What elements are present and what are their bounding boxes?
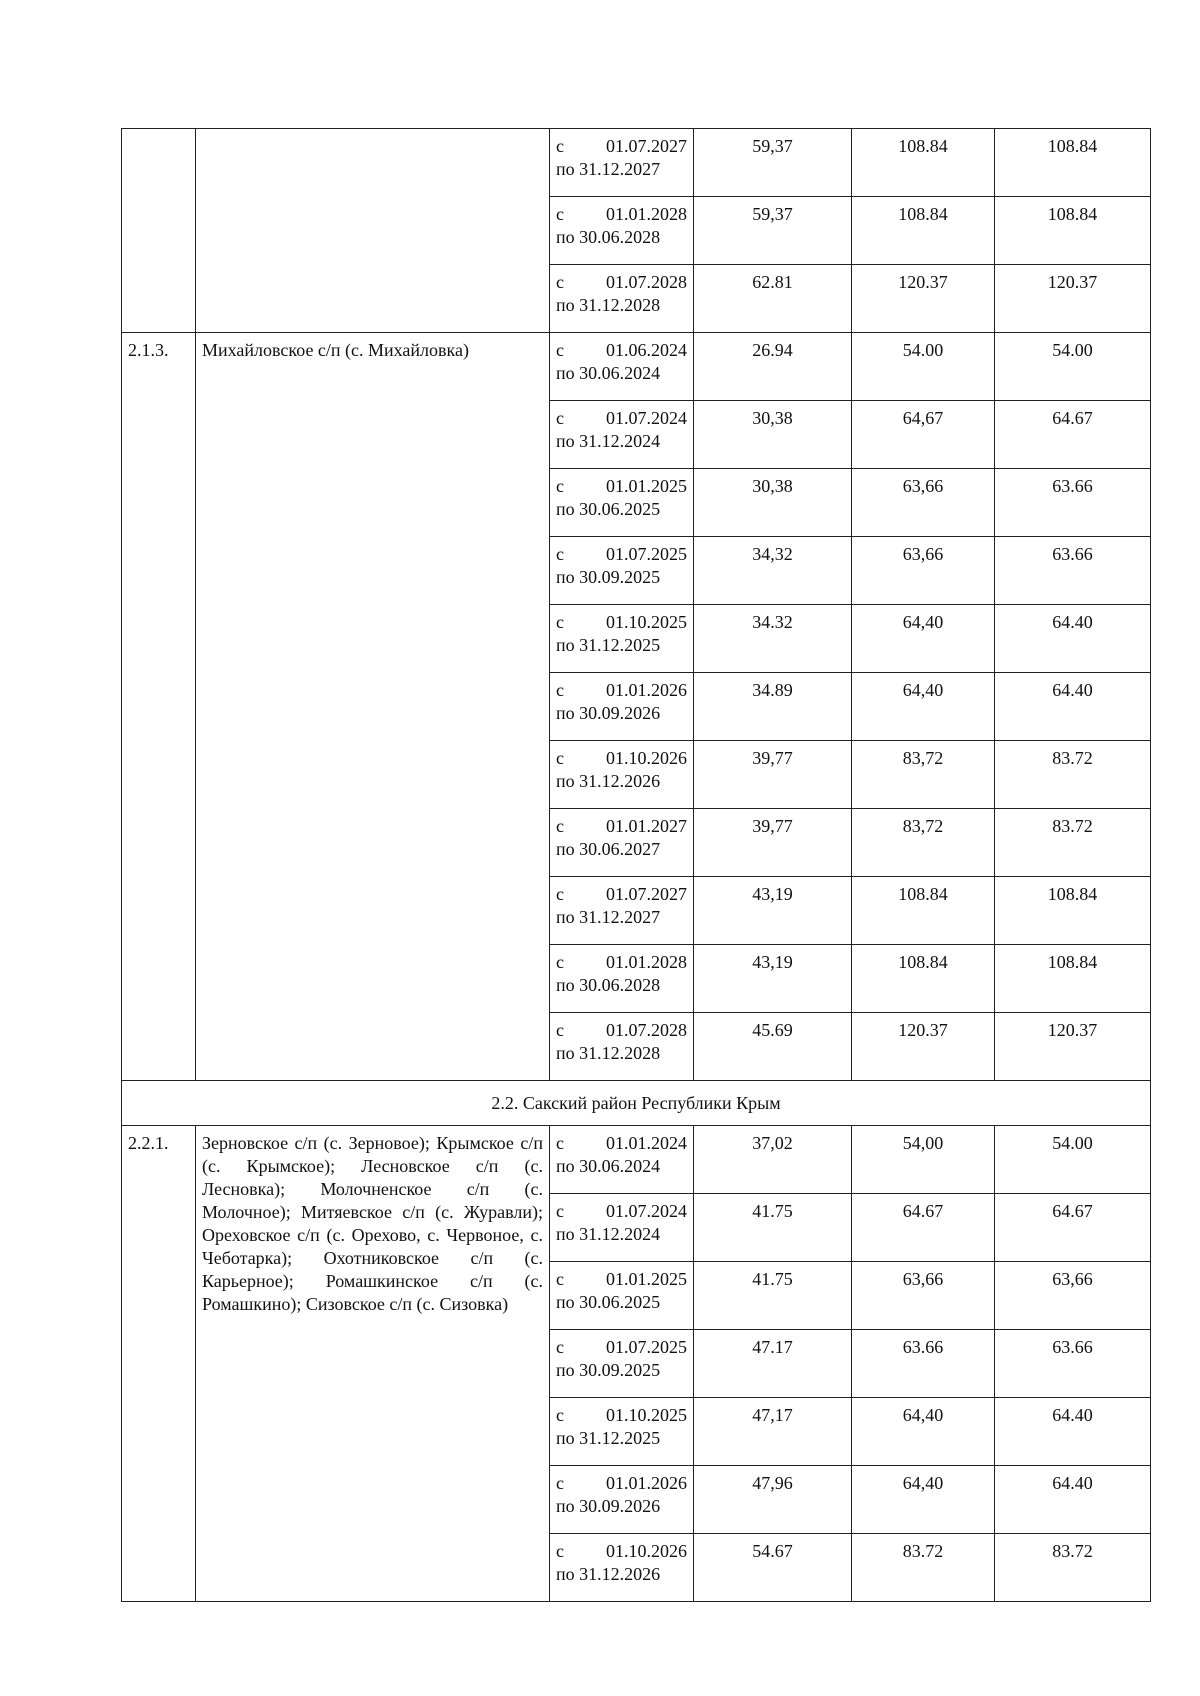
- period-to-date: 31.12.2026: [579, 1564, 661, 1584]
- tariff-value-1: 34,32: [694, 537, 852, 605]
- settlement-line: Ореховское с/п (с. Орехово, с.: [202, 1225, 440, 1245]
- tariff-value-2: 64,40: [852, 1466, 995, 1534]
- from-prefix: с: [556, 340, 564, 360]
- tariff-value-1: 41.75: [694, 1194, 852, 1262]
- tariff-row: [122, 333, 1151, 401]
- period-cell: [550, 809, 694, 877]
- period-cell: [550, 265, 694, 333]
- from-prefix: с: [556, 272, 564, 292]
- period-from-line: [556, 883, 687, 906]
- from-prefix: с: [556, 952, 564, 972]
- to-prefix: по: [556, 703, 575, 723]
- tariff-value-1: 26.94: [694, 333, 852, 401]
- period-from-date: 01.01.2028: [606, 204, 687, 224]
- to-prefix: по: [556, 1564, 575, 1584]
- period-to-line: [556, 1291, 687, 1314]
- tariff-value-2: 64,40: [852, 1398, 995, 1466]
- settlement-line: Лесновское с/п (с. Лесновка);: [202, 1156, 543, 1199]
- tariff-value-2: 108.84: [852, 197, 995, 265]
- period-cell: [550, 1398, 694, 1466]
- period-from-line: [556, 679, 687, 702]
- tariff-value-1: 34.32: [694, 605, 852, 673]
- to-prefix: по: [556, 431, 575, 451]
- tariff-value-2: 108.84: [852, 877, 995, 945]
- period-from-date: 01.07.2024: [606, 1201, 687, 1221]
- tariff-value-2: 54.00: [852, 333, 995, 401]
- period-to-line: [556, 974, 687, 997]
- from-prefix: с: [556, 748, 564, 768]
- period-to-line: [556, 1495, 687, 1518]
- to-prefix: по: [556, 1496, 575, 1516]
- period-to-date: 31.12.2024: [579, 431, 661, 451]
- period-to-line: [556, 566, 687, 589]
- period-from-date: 01.01.2024: [606, 1133, 687, 1153]
- section-title: 2.2. Сакский район Республики Крым: [122, 1081, 1151, 1126]
- tariff-row: [122, 129, 1151, 197]
- period-to-date: 30.06.2025: [579, 499, 661, 519]
- tariff-value-3: 108.84: [995, 197, 1151, 265]
- period-from-line: [556, 1336, 687, 1359]
- tariff-value-2: 64,67: [852, 401, 995, 469]
- period-from-line: [556, 1132, 687, 1155]
- period-from-line: [556, 611, 687, 634]
- period-from-line: [556, 1019, 687, 1042]
- period-to-line: [556, 1223, 687, 1246]
- period-to-date: 31.12.2025: [579, 1428, 661, 1448]
- period-to-date: 30.09.2026: [579, 703, 661, 723]
- period-to-date: 31.12.2026: [579, 771, 661, 791]
- settlement-line: Михайловское с/п (с. Михайловка): [202, 340, 469, 360]
- tariff-value-2: 64,40: [852, 605, 995, 673]
- period-cell: [550, 945, 694, 1013]
- period-from-date: 01.01.2028: [606, 952, 687, 972]
- period-cell: [550, 1534, 694, 1602]
- period-from-line: [556, 1540, 687, 1563]
- to-prefix: по: [556, 363, 575, 383]
- from-prefix: с: [556, 1405, 564, 1425]
- period-from-line: [556, 747, 687, 770]
- tariff-value-2: 54,00: [852, 1126, 995, 1194]
- tariff-value-3: 64.67: [995, 401, 1151, 469]
- period-to-line: [556, 498, 687, 521]
- from-prefix: с: [556, 816, 564, 836]
- tariff-value-3: 64.40: [995, 1398, 1151, 1466]
- period-to-date: 30.06.2028: [579, 227, 661, 247]
- period-to-date: 31.12.2024: [579, 1224, 661, 1244]
- period-to-line: [556, 1359, 687, 1382]
- tariff-value-3: 63.66: [995, 469, 1151, 537]
- tariff-value-3: 108.84: [995, 129, 1151, 197]
- period-from-date: 01.10.2025: [606, 612, 687, 632]
- to-prefix: по: [556, 771, 575, 791]
- to-prefix: по: [556, 975, 575, 995]
- period-from-date: 01.06.2024: [606, 340, 687, 360]
- tariff-value-3: 64.67: [995, 1194, 1151, 1262]
- from-prefix: с: [556, 884, 564, 904]
- period-from-date: 01.07.2025: [606, 544, 687, 564]
- settlement-line: Ромашкинское с/п (с. Ромашкино);: [202, 1271, 543, 1314]
- to-prefix: по: [556, 1292, 575, 1312]
- to-prefix: по: [556, 1428, 575, 1448]
- settlement-names: [196, 129, 550, 333]
- settlement-line: Митяевское с/п (с. Журавли);: [301, 1202, 543, 1222]
- period-to-line: [556, 634, 687, 657]
- settlement-names: [196, 333, 550, 1081]
- period-to-line: [556, 1155, 687, 1178]
- tariff-value-3: 63.66: [995, 537, 1151, 605]
- tariff-value-1: 39,77: [694, 741, 852, 809]
- item-number: 2.2.1.: [122, 1126, 196, 1602]
- from-prefix: с: [556, 1201, 564, 1221]
- period-from-line: [556, 203, 687, 226]
- tariff-value-1: 39,77: [694, 809, 852, 877]
- tariff-value-3: 120.37: [995, 1013, 1151, 1081]
- tariff-value-1: 43,19: [694, 945, 852, 1013]
- period-to-line: [556, 1427, 687, 1450]
- item-number: [122, 129, 196, 333]
- period-to-date: 31.12.2027: [579, 907, 661, 927]
- section-header-row: [122, 1081, 1151, 1126]
- tariff-value-3: 54.00: [995, 333, 1151, 401]
- period-from-line: [556, 1404, 687, 1427]
- period-from-line: [556, 407, 687, 430]
- tariff-value-1: 45.69: [694, 1013, 852, 1081]
- tariff-value-2: 63.66: [852, 1330, 995, 1398]
- tariff-value-2: 63,66: [852, 537, 995, 605]
- from-prefix: с: [556, 544, 564, 564]
- tariff-value-1: 41.75: [694, 1262, 852, 1330]
- tariff-value-1: 62.81: [694, 265, 852, 333]
- tariff-value-1: 30,38: [694, 469, 852, 537]
- tariff-value-1: 59,37: [694, 129, 852, 197]
- period-from-line: [556, 271, 687, 294]
- period-to-line: [556, 226, 687, 249]
- period-from-date: 01.01.2027: [606, 816, 687, 836]
- period-to-date: 31.12.2028: [579, 295, 661, 315]
- period-cell: [550, 401, 694, 469]
- period-from-line: [556, 135, 687, 158]
- period-from-date: 01.07.2025: [606, 1337, 687, 1357]
- tariff-value-3: 64.40: [995, 673, 1151, 741]
- period-to-line: [556, 1042, 687, 1065]
- to-prefix: по: [556, 227, 575, 247]
- to-prefix: по: [556, 159, 575, 179]
- tariff-value-2: 64.67: [852, 1194, 995, 1262]
- period-from-date: 01.07.2027: [606, 136, 687, 156]
- tariff-value-2: 120.37: [852, 1013, 995, 1081]
- period-from-line: [556, 1200, 687, 1223]
- period-from-date: 01.07.2024: [606, 408, 687, 428]
- tariff-value-1: 37,02: [694, 1126, 852, 1194]
- to-prefix: по: [556, 839, 575, 859]
- tariff-value-3: 120.37: [995, 265, 1151, 333]
- period-to-line: [556, 702, 687, 725]
- from-prefix: с: [556, 1541, 564, 1561]
- tariff-value-3: 83.72: [995, 809, 1151, 877]
- tariff-value-1: 34.89: [694, 673, 852, 741]
- from-prefix: с: [556, 680, 564, 700]
- period-from-date: 01.07.2028: [606, 272, 687, 292]
- tariff-value-2: 120.37: [852, 265, 995, 333]
- period-cell: [550, 605, 694, 673]
- period-cell: [550, 741, 694, 809]
- tariff-value-1: 47,17: [694, 1398, 852, 1466]
- tariff-value-3: 63,66: [995, 1262, 1151, 1330]
- tariff-table: [121, 128, 1151, 1602]
- period-cell: [550, 537, 694, 605]
- period-cell: [550, 333, 694, 401]
- period-to-date: 30.09.2025: [579, 1360, 661, 1380]
- from-prefix: с: [556, 1269, 564, 1289]
- tariff-value-1: 43,19: [694, 877, 852, 945]
- period-to-date: 30.09.2026: [579, 1496, 661, 1516]
- tariff-value-1: 47,96: [694, 1466, 852, 1534]
- period-from-date: 01.01.2026: [606, 680, 687, 700]
- tariff-value-3: 83.72: [995, 1534, 1151, 1602]
- settlement-line: Охотниковское с/п (с. Карьерное);: [202, 1248, 544, 1291]
- settlement-line: Крымское с/п (с. Крымское);: [202, 1133, 544, 1176]
- period-to-date: 30.06.2028: [579, 975, 661, 995]
- tariff-value-2: 108.84: [852, 129, 995, 197]
- tariff-value-3: 64.40: [995, 605, 1151, 673]
- to-prefix: по: [556, 499, 575, 519]
- to-prefix: по: [556, 1360, 575, 1380]
- period-cell: [550, 1194, 694, 1262]
- tariff-value-2: 63,66: [852, 1262, 995, 1330]
- to-prefix: по: [556, 1224, 575, 1244]
- period-cell: [550, 129, 694, 197]
- period-from-line: [556, 1472, 687, 1495]
- period-from-date: 01.10.2025: [606, 1405, 687, 1425]
- period-to-line: [556, 430, 687, 453]
- from-prefix: с: [556, 476, 564, 496]
- period-to-line: [556, 906, 687, 929]
- period-from-date: 01.01.2026: [606, 1473, 687, 1493]
- tariff-value-1: 30,38: [694, 401, 852, 469]
- tariff-value-3: 64.40: [995, 1466, 1151, 1534]
- tariff-table-body: [122, 129, 1151, 1602]
- settlement-line: Молочненское с/п (с. Молочное);: [202, 1179, 543, 1222]
- period-from-line: [556, 1268, 687, 1291]
- period-to-date: 31.12.2025: [579, 635, 661, 655]
- tariff-value-1: 59,37: [694, 197, 852, 265]
- tariff-value-2: 64,40: [852, 673, 995, 741]
- period-cell: [550, 197, 694, 265]
- period-to-line: [556, 294, 687, 317]
- settlement-line: Зерновское с/п (с. Зерновое);: [202, 1133, 430, 1153]
- period-to-line: [556, 158, 687, 181]
- period-from-line: [556, 475, 687, 498]
- period-from-line: [556, 339, 687, 362]
- item-number: 2.1.3.: [122, 333, 196, 1081]
- from-prefix: с: [556, 612, 564, 632]
- period-to-date: 31.12.2028: [579, 1043, 661, 1063]
- period-to-line: [556, 362, 687, 385]
- from-prefix: с: [556, 1473, 564, 1493]
- period-to-date: 30.06.2027: [579, 839, 661, 859]
- tariff-value-1: 54.67: [694, 1534, 852, 1602]
- to-prefix: по: [556, 1043, 575, 1063]
- to-prefix: по: [556, 567, 575, 587]
- from-prefix: с: [556, 408, 564, 428]
- to-prefix: по: [556, 1156, 575, 1176]
- to-prefix: по: [556, 907, 575, 927]
- period-cell: [550, 1466, 694, 1534]
- period-cell: [550, 469, 694, 537]
- period-to-date: 31.12.2027: [579, 159, 661, 179]
- tariff-value-1: 47.17: [694, 1330, 852, 1398]
- period-from-date: 01.01.2025: [606, 476, 687, 496]
- period-from-line: [556, 543, 687, 566]
- to-prefix: по: [556, 295, 575, 315]
- period-from-line: [556, 951, 687, 974]
- tariff-value-3: 83.72: [995, 741, 1151, 809]
- period-to-date: 30.06.2024: [579, 363, 661, 383]
- settlement-line: Сизовское с/п (с. Сизовка): [305, 1294, 509, 1314]
- from-prefix: с: [556, 1133, 564, 1153]
- period-to-line: [556, 1563, 687, 1586]
- tariff-row: [122, 1126, 1151, 1194]
- tariff-value-2: 63,66: [852, 469, 995, 537]
- period-cell: [550, 673, 694, 741]
- tariff-value-3: 63.66: [995, 1330, 1151, 1398]
- period-from-date: 01.07.2027: [606, 884, 687, 904]
- period-to-date: 30.09.2025: [579, 567, 661, 587]
- settlement-line: Червоное, с. Чеботарка);: [202, 1225, 543, 1268]
- from-prefix: с: [556, 1337, 564, 1357]
- period-to-date: 30.06.2024: [579, 1156, 661, 1176]
- tariff-value-2: 83,72: [852, 741, 995, 809]
- period-to-line: [556, 838, 687, 861]
- period-from-date: 01.10.2026: [606, 1541, 687, 1561]
- period-cell: [550, 877, 694, 945]
- tariff-value-2: 108.84: [852, 945, 995, 1013]
- tariff-value-3: 54.00: [995, 1126, 1151, 1194]
- period-to-date: 30.06.2025: [579, 1292, 661, 1312]
- from-prefix: с: [556, 204, 564, 224]
- from-prefix: с: [556, 1020, 564, 1040]
- settlement-names: [196, 1126, 550, 1602]
- period-cell: [550, 1126, 694, 1194]
- period-cell: [550, 1262, 694, 1330]
- to-prefix: по: [556, 635, 575, 655]
- period-from-date: 01.07.2028: [606, 1020, 687, 1040]
- period-to-line: [556, 770, 687, 793]
- period-from-date: 01.10.2026: [606, 748, 687, 768]
- period-cell: [550, 1013, 694, 1081]
- period-cell: [550, 1330, 694, 1398]
- tariff-value-2: 83,72: [852, 809, 995, 877]
- period-from-date: 01.01.2025: [606, 1269, 687, 1289]
- period-from-line: [556, 815, 687, 838]
- tariff-value-3: 108.84: [995, 877, 1151, 945]
- tariff-value-3: 108.84: [995, 945, 1151, 1013]
- from-prefix: с: [556, 136, 564, 156]
- tariff-value-2: 83.72: [852, 1534, 995, 1602]
